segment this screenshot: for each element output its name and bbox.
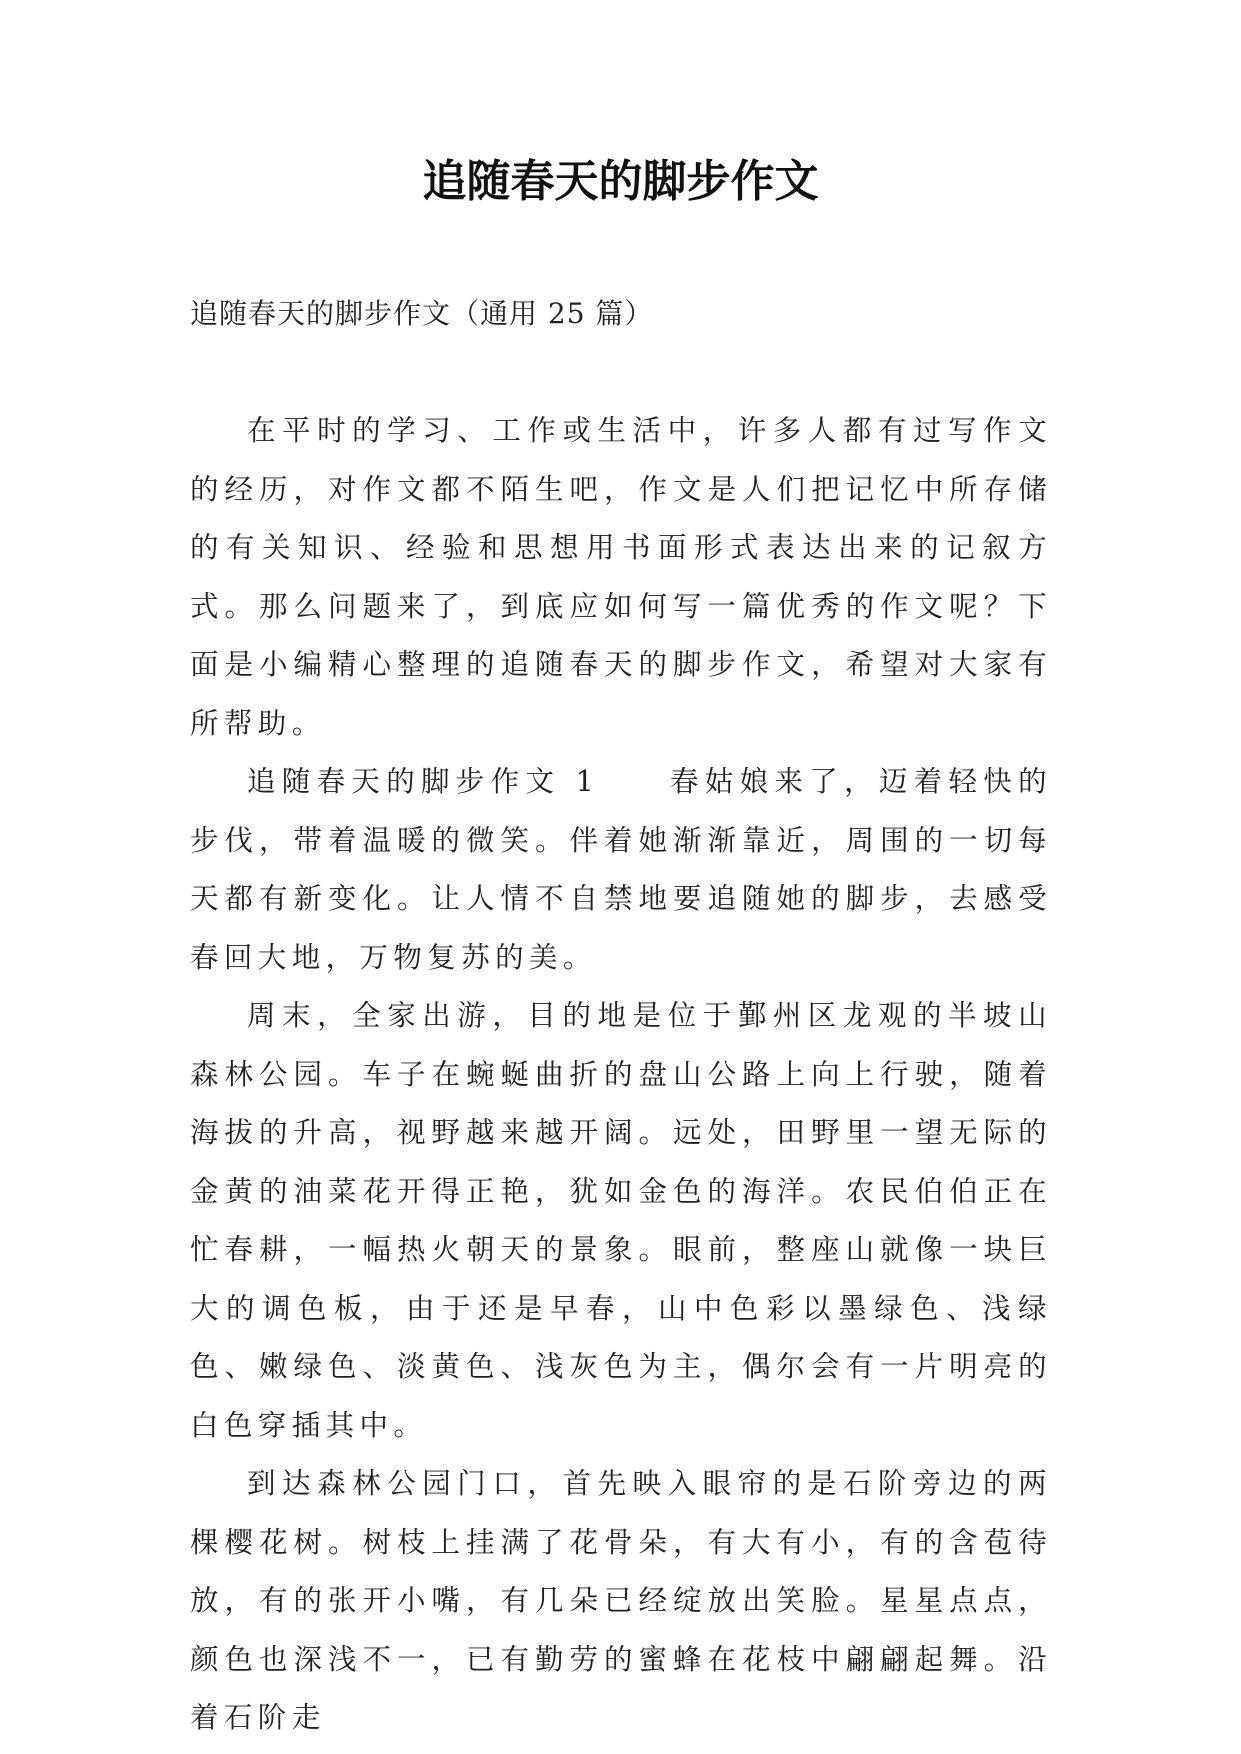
body-paragraph: 到达森林公园门口，首先映入眼帘的是石阶旁边的两棵樱花树。树枝上挂满了花骨朵，有大有小，有的含苞待放，有的张开小嘴，有几朵已经绽放出笑脸。星星点点，颜色也深浅不一，已有勤劳的蜜蜂在花枝中翩翩起舞。沿着石阶走: [190, 1467, 1052, 1734]
essay-1-paragraph: [190, 753, 1052, 987]
essay-1-text: 春姑娘来了，迈着轻快的步伐，带着温暖的微笑。伴着她渐渐靠近，周围的一切每天都有新变化。让人情不自禁地要追随她的脚步，去感受春回大地，万物复苏的美。: [190, 765, 1052, 974]
document-title: 追随春天的脚步作文: [422, 156, 819, 207]
essay-1-heading: 追随春天的脚步作文 1: [247, 765, 600, 798]
document-subtitle: 追随春天的脚步作文（通用 25 篇）: [190, 297, 654, 330]
document-body: [190, 402, 1052, 1748]
body-paragraph: 周末，全家出游，目的地是位于鄞州区龙观的半坡山森林公园。车子在蜿蜒曲折的盘山公路上向上行驶，随着海拔的升高，视野越来越开阔。远处，田野里一望无际的金黄的油菜花开得正艳，犹如金色的海洋。农民伯伯正在忙春耕，一幅热火朝天的景象。眼前，整座山就像一块巨大的调色板，由于还是早春，山中色彩以墨绿色、浅绿色、嫩绿色、淡黄色、浅灰色为主，偶尔会有一片明亮的白色穿插其中。: [190, 999, 1052, 1442]
intro-paragraph: 在平时的学习、工作或生活中，许多人都有过写作文的经历，对作文都不陌生吧，作文是人们把记忆中所存储的有关知识、经验和思想用书面形式表达出来的记叙方式。那么问题来了，到底应如何写一篇优秀的作文呢？下面是小编精心整理的追随春天的脚步作文，希望对大家有所帮助。: [190, 414, 1052, 740]
